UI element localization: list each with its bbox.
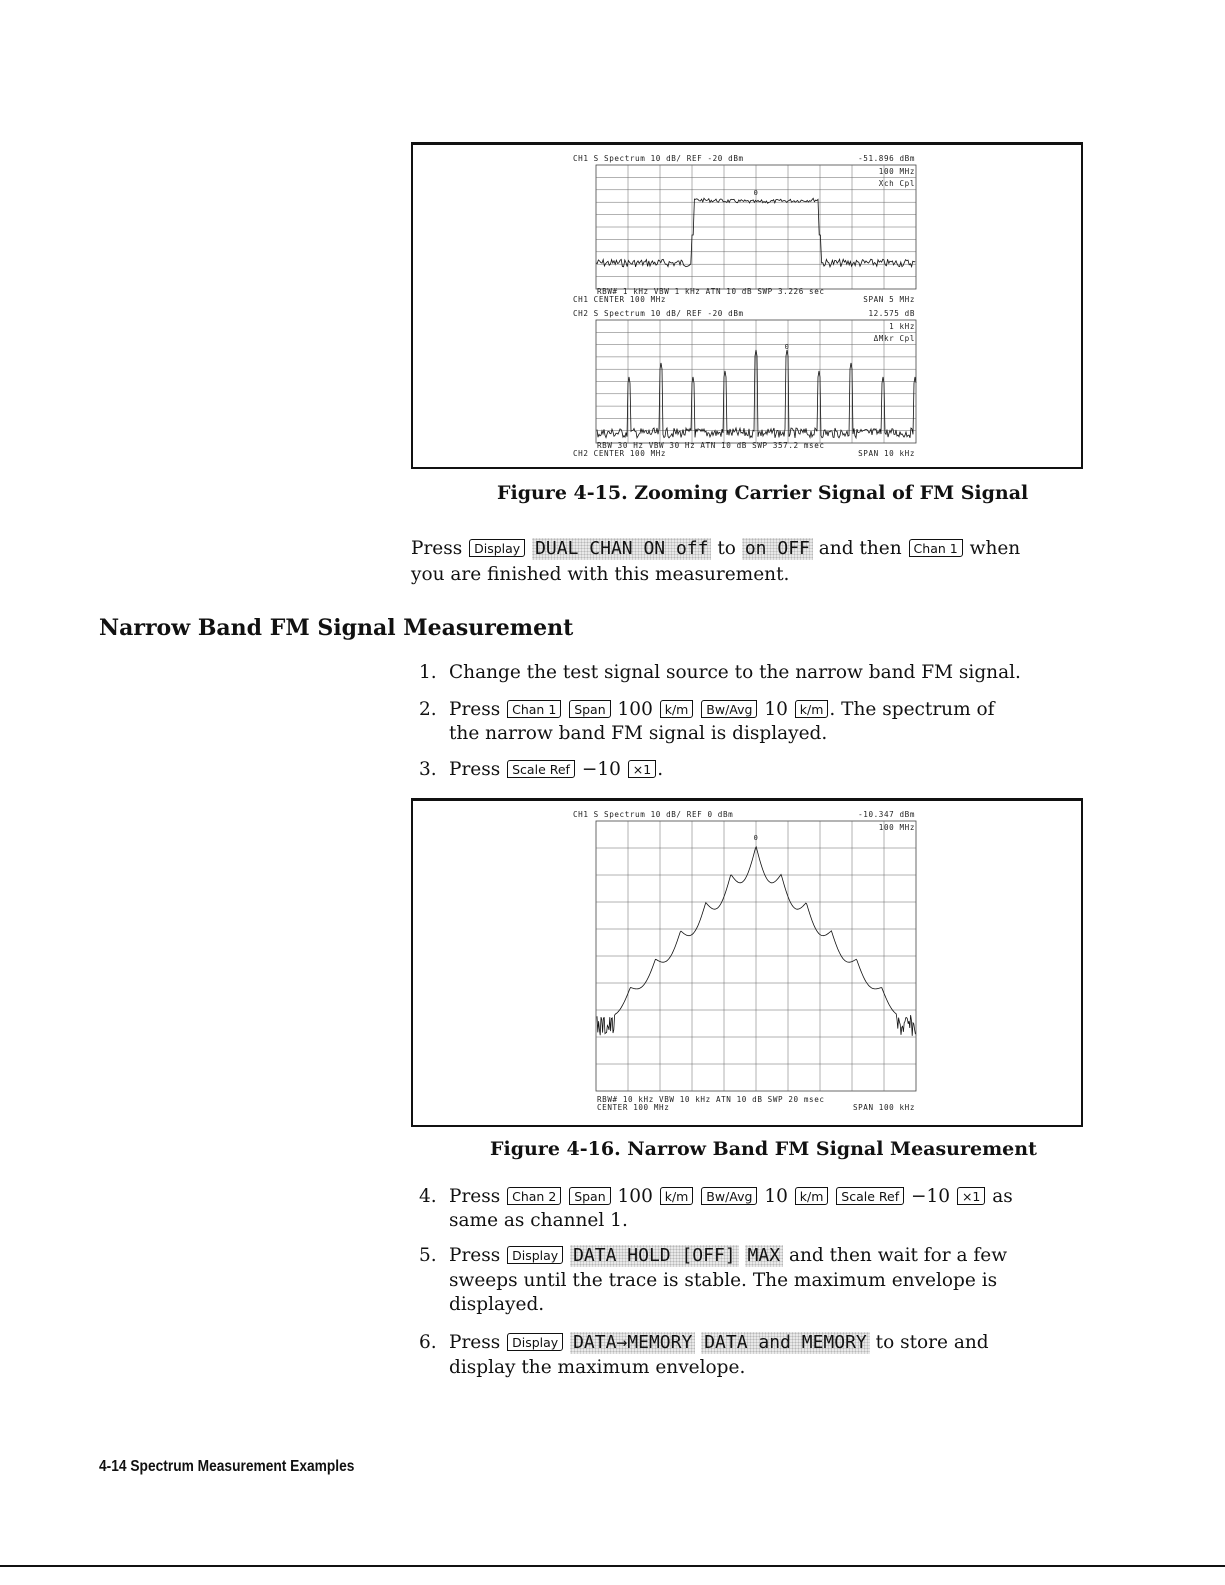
step-2-line2: the narrow band FM signal is displayed.: [449, 723, 828, 744]
chan1-key: Chan 1: [909, 539, 963, 557]
softkey-data-and-memory: DATA and MEMORY: [701, 1332, 870, 1354]
ch1-trace: [596, 198, 915, 267]
press-word: Press: [449, 1245, 501, 1266]
value-text: −10: [911, 1186, 951, 1207]
instruction-paragraph: [411, 536, 1020, 561]
chan2-key: Chan 2: [507, 1187, 561, 1205]
softkey-data-to-memory: DATA→MEMORY: [570, 1332, 695, 1354]
step-number: 4.: [419, 1186, 437, 1207]
fig2-header: CH1 S Spectrum 10 dB/ REF 0 dBm: [573, 810, 734, 819]
step-3: [419, 757, 663, 782]
figure-4-15-caption: Figure 4-15. Zooming Carrier Signal of FM Signal: [497, 482, 1029, 504]
x1-key: ×1: [628, 760, 656, 778]
ch1-footer2-right: SPAN 5 MHz: [863, 295, 915, 304]
instruction-paragraph-line2: you are finished with this measurement.: [411, 564, 790, 585]
figure-4-15-box: [411, 142, 1083, 469]
step-2: [419, 697, 995, 722]
span-key: Span: [569, 700, 610, 718]
x1-key: ×1: [957, 1187, 985, 1205]
value-text: −10: [581, 759, 621, 780]
step-4-line2: same as channel 1.: [449, 1210, 628, 1231]
k-m-key: k/m: [660, 700, 694, 718]
k-m-key: k/m: [660, 1187, 694, 1205]
step-5: [419, 1243, 1007, 1268]
step-number: 2.: [419, 699, 437, 720]
ch1-footer1: RBW# 1 kHz VBW 1 kHz ATN 10 dB SWP 3.226 sec: [597, 287, 825, 296]
ch2-graticule: [596, 320, 916, 443]
fig2-marker-symbol: 0: [753, 834, 759, 842]
step-number: 3.: [419, 759, 437, 780]
step-6: [419, 1330, 989, 1355]
k-m-key: k/m: [795, 1187, 829, 1205]
ch1-footer2-left: CH1 CENTER 100 MHz: [573, 295, 667, 304]
step-number: 5.: [419, 1245, 437, 1266]
display-key: Display: [469, 539, 525, 557]
step-text: to store and: [875, 1332, 989, 1353]
figure-4-16-caption: Figure 4-16. Narrow Band FM Signal Measurement: [490, 1138, 1037, 1160]
page-bottom-rule: [0, 1565, 1225, 1567]
softkey-max: MAX: [745, 1245, 784, 1267]
ch2-marker-mode: ΔMkr Cpl: [873, 334, 915, 343]
bw-avg-key: Bw/Avg: [701, 700, 757, 718]
value-text: 10: [764, 699, 788, 720]
ch1-marker-symbol: 0: [753, 189, 759, 197]
fig2-graticule: [596, 821, 916, 1091]
section-heading: Narrow Band FM Signal Measurement: [99, 615, 574, 641]
press-word: Press: [411, 538, 463, 559]
to-word: to: [717, 538, 736, 559]
k-m-key: k/m: [795, 700, 829, 718]
press-word: Press: [449, 1332, 501, 1353]
ch2-footer2-left: CH2 CENTER 100 MHz: [573, 449, 667, 458]
press-word: Press: [449, 759, 501, 780]
ch2-header: CH2 S Spectrum 10 dB/ REF -20 dBm: [573, 309, 744, 318]
softkey-data-hold: DATA HOLD [OFF]: [570, 1245, 739, 1267]
fig2-marker-freq: 100 MHz: [878, 823, 915, 832]
chan1-key: Chan 1: [507, 700, 561, 718]
span-key: Span: [569, 1187, 610, 1205]
ch2-marker-value: 12.575 dB: [868, 309, 915, 318]
scale-ref-key: Scale Ref: [507, 760, 575, 778]
step-text: as: [992, 1186, 1013, 1207]
bw-avg-key: Bw/Avg: [701, 1187, 757, 1205]
step-text: and then wait for a few: [788, 1245, 1008, 1266]
step-number: 1.: [419, 662, 437, 683]
fig2-footer1: RBW# 10 kHz VBW 10 kHz ATN 10 dB SWP 20 msec: [597, 1095, 825, 1104]
page-footer: 4-14 Spectrum Measurement Examples: [99, 1458, 355, 1475]
value-text: 100: [617, 1186, 653, 1207]
ch1-marker-value: -51.896 dBm: [858, 154, 915, 163]
display-key: Display: [507, 1246, 563, 1264]
and-then-text: and then: [818, 538, 902, 559]
press-word: Press: [449, 1186, 501, 1207]
softkey-on-off: on OFF: [742, 538, 813, 560]
fig2-footer2-right: SPAN 100 kHz: [852, 1103, 915, 1112]
step-5-line3: displayed.: [449, 1294, 545, 1315]
ch1-header: CH1 S Spectrum 10 dB/ REF -20 dBm: [573, 154, 744, 163]
value-text: 10: [764, 1186, 788, 1207]
display-key: Display: [507, 1333, 563, 1351]
figure-4-16-box: [411, 798, 1083, 1127]
fig2-marker-value: -10.347 dBm: [858, 810, 915, 819]
ch2-footer2-right: SPAN 10 kHz: [858, 449, 915, 458]
ch1-graticule: [596, 165, 916, 289]
ch1-marker-freq: 100 MHz: [878, 167, 915, 176]
step-4: [419, 1184, 1013, 1209]
ch2-marker-symbol: 0: [784, 343, 790, 351]
figure-4-15-screen: [413, 145, 1081, 467]
value-text: 100: [617, 699, 653, 720]
ch1-marker-mode: Xch Cpl: [878, 179, 915, 188]
softkey-dual-chan-on-off: DUAL CHAN ON off: [532, 538, 711, 560]
step-text: Change the test signal source to the narrow band FM signal.: [449, 662, 1021, 683]
step-number: 6.: [419, 1332, 437, 1353]
figure-4-16-screen: [413, 801, 1081, 1125]
step-text: .: [657, 759, 664, 780]
scale-ref-key: Scale Ref: [836, 1187, 904, 1205]
ch2-footer1: RBW 30 Hz VBW 30 Hz ATN 10 dB SWP 357.2 msec: [597, 441, 825, 450]
ch2-marker-freq: 1 kHz: [889, 322, 915, 331]
step-5-line2: sweeps until the trace is stable. The maximum envelope is: [449, 1270, 998, 1291]
press-word: Press: [449, 699, 501, 720]
step-1: [419, 660, 1021, 685]
fig2-footer2-left: CENTER 100 MHz: [597, 1103, 670, 1112]
step-text: . The spectrum of: [829, 699, 995, 720]
when-word: when: [969, 538, 1021, 559]
step-6-line2: display the maximum envelope.: [449, 1357, 746, 1378]
